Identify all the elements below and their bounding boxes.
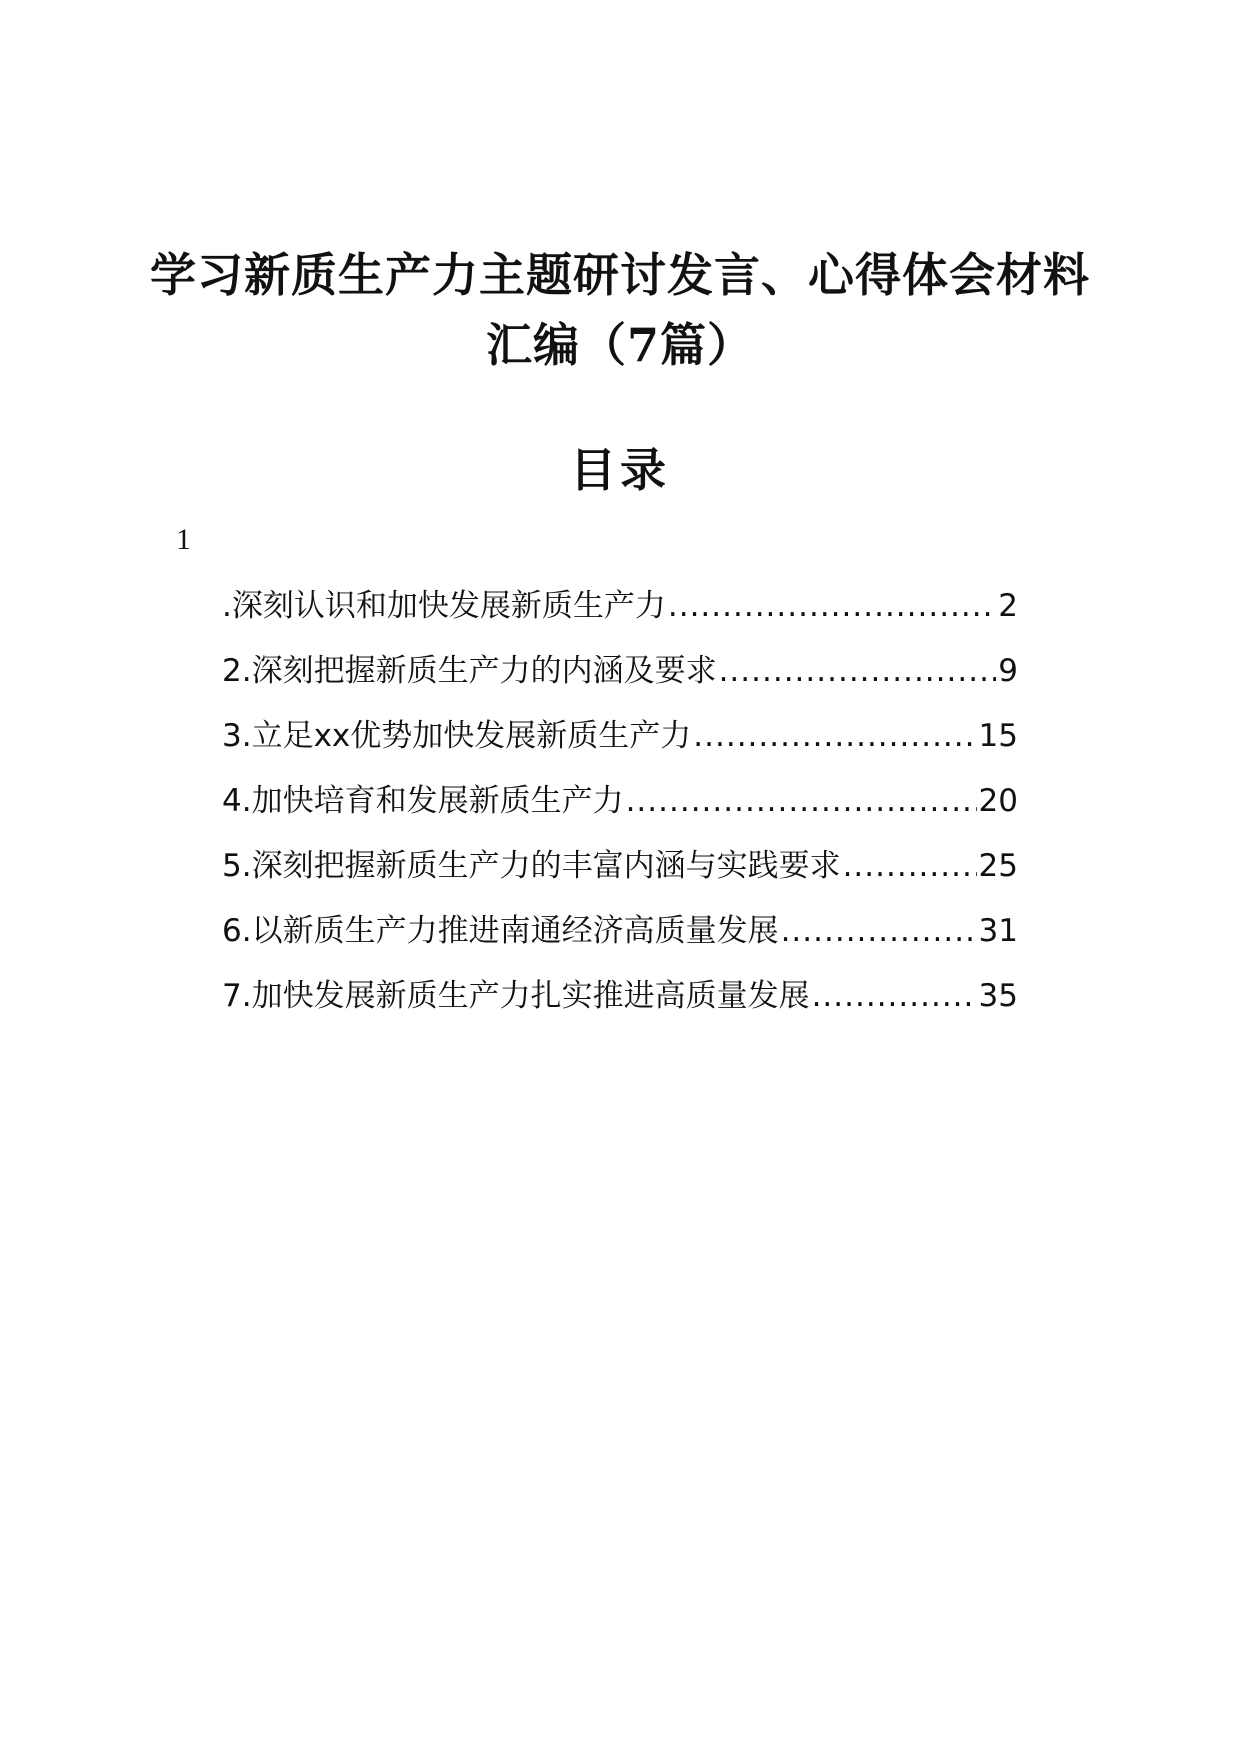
document-title-line1: 学习新质生产力主题研讨发言、心得体会材料	[150, 248, 1090, 302]
toc-entry-title: .深刻认识和加快发展新质生产力	[222, 588, 666, 624]
toc-entry-title: 6.以新质生产力推进南通经济高质量发展	[222, 913, 779, 949]
toc-entry-3[interactable]	[222, 704, 1018, 769]
toc-dot-leader	[693, 704, 976, 769]
toc-dot-leader	[719, 639, 997, 704]
toc-entry-title: 3.立足xx优势加快发展新质生产力	[222, 718, 692, 754]
toc-entry-title: 2.深刻把握新质生产力的内涵及要求	[222, 653, 717, 689]
toc-entry-7[interactable]	[222, 964, 1018, 1029]
toc-entry-1[interactable]	[222, 574, 1018, 639]
toc-dot-leader	[812, 964, 977, 1029]
document-title-line2: 汇编（7篇）	[485, 318, 754, 372]
toc-dot-leader	[781, 899, 977, 964]
table-of-contents	[222, 574, 1018, 1029]
toc-entry-title: 7.加快发展新质生产力扎实推进高质量发展	[222, 978, 810, 1014]
toc-entry-4[interactable]	[222, 769, 1018, 834]
toc-entry-page-number: 31	[978, 913, 1018, 949]
toc-dot-leader	[626, 769, 977, 834]
toc-entry-page-number: 9	[998, 653, 1018, 689]
toc-entry-page-number: 25	[978, 848, 1018, 884]
toc-entry-page-number: 35	[978, 978, 1018, 1014]
toc-entry-6[interactable]	[222, 899, 1018, 964]
toc-entry-5[interactable]	[222, 834, 1018, 899]
toc-entry-title: 5.深刻把握新质生产力的丰富内涵与实践要求	[222, 848, 841, 884]
toc-heading: 目录	[570, 443, 670, 497]
toc-entry-page-number: 20	[978, 783, 1018, 819]
toc-entry-page-number: 2	[998, 588, 1018, 624]
toc-dot-leader	[668, 574, 996, 639]
toc-entry-page-number: 15	[978, 718, 1018, 754]
toc-entry-2[interactable]	[222, 639, 1018, 704]
list-number-marker: 1	[176, 523, 191, 556]
toc-dot-leader	[843, 834, 977, 899]
toc-entry-title: 4.加快培育和发展新质生产力	[222, 783, 624, 819]
